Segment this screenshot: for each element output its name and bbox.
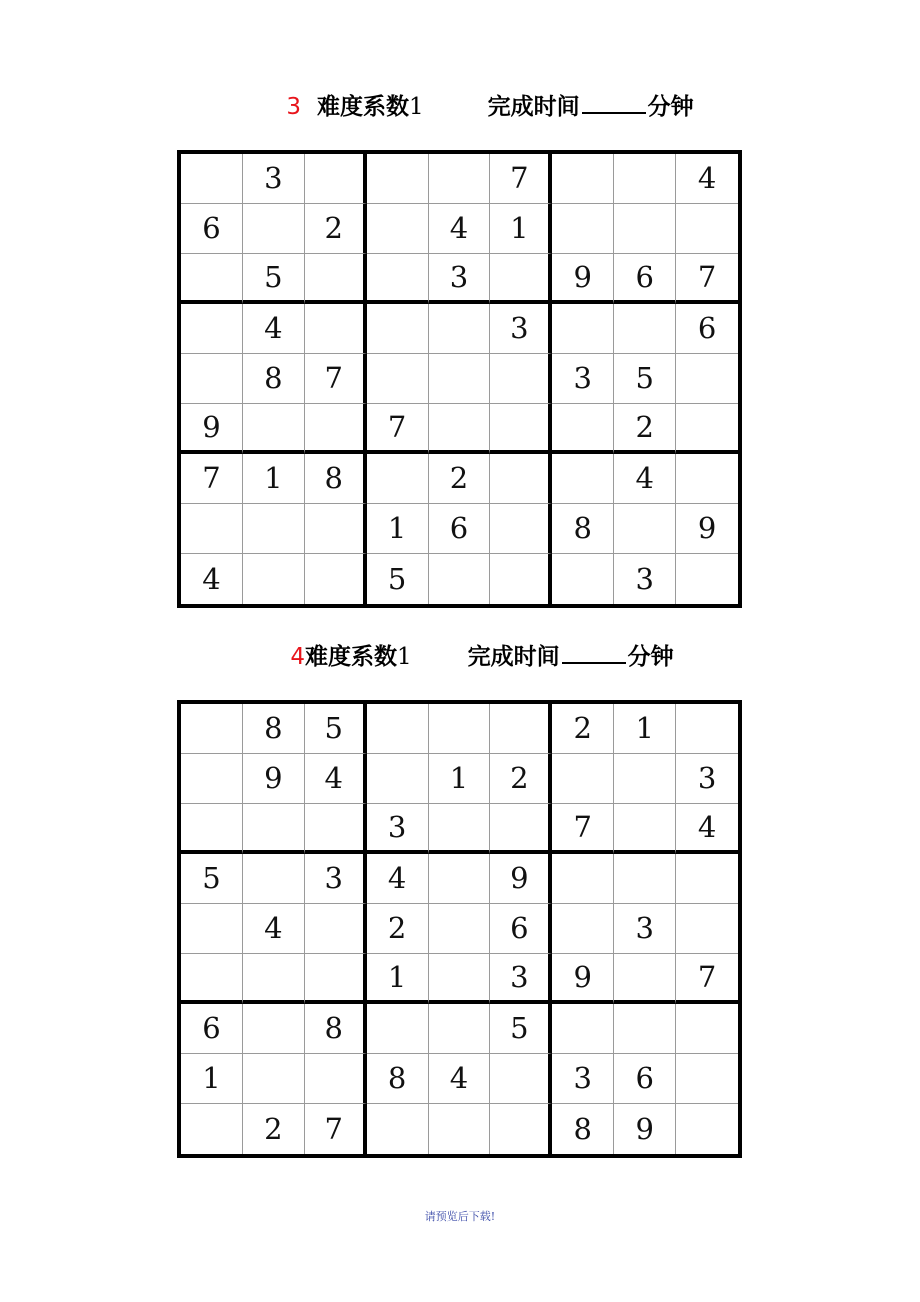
sudoku-cell[interactable] <box>181 254 243 304</box>
sudoku-cell: 8 <box>552 504 614 554</box>
puzzle-title <box>22 642 920 672</box>
sudoku-cell: 3 <box>676 754 738 804</box>
sudoku-cell[interactable] <box>552 854 614 904</box>
sudoku-cell[interactable] <box>490 254 552 304</box>
sudoku-cell[interactable] <box>367 454 429 504</box>
sudoku-cell[interactable] <box>243 1004 305 1054</box>
sudoku-cell[interactable] <box>367 354 429 404</box>
sudoku-cell: 1 <box>181 1054 243 1104</box>
sudoku-cell: 5 <box>490 1004 552 1054</box>
sudoku-cell[interactable] <box>552 454 614 504</box>
sudoku-cell: 6 <box>429 504 491 554</box>
sudoku-cell: 3 <box>305 854 367 904</box>
sudoku-cell[interactable] <box>305 154 367 204</box>
sudoku-cell: 7 <box>552 804 614 854</box>
sudoku-board <box>177 700 742 1158</box>
difficulty-label: 难度系数 <box>316 94 409 120</box>
sudoku-cell: 5 <box>181 854 243 904</box>
sudoku-cell[interactable] <box>367 204 429 254</box>
sudoku-cell[interactable] <box>181 354 243 404</box>
sudoku-cell[interactable] <box>367 254 429 304</box>
sudoku-cell: 8 <box>305 454 367 504</box>
sudoku-cell[interactable] <box>676 354 738 404</box>
sudoku-cell[interactable] <box>429 854 491 904</box>
sudoku-cell[interactable] <box>429 954 491 1004</box>
sudoku-cell[interactable] <box>367 704 429 754</box>
sudoku-board <box>177 150 742 608</box>
sudoku-cell: 6 <box>181 204 243 254</box>
sudoku-cell: 4 <box>305 754 367 804</box>
sudoku-cell[interactable] <box>429 304 491 354</box>
sudoku-cell[interactable] <box>490 354 552 404</box>
sudoku-cell[interactable] <box>490 404 552 454</box>
sudoku-cell[interactable] <box>181 304 243 354</box>
sudoku-cell: 7 <box>490 154 552 204</box>
sudoku-cell: 4 <box>429 1054 491 1104</box>
sudoku-cell[interactable] <box>614 304 676 354</box>
sudoku-cell: 2 <box>490 754 552 804</box>
sudoku-cell: 3 <box>552 354 614 404</box>
sudoku-cell: 3 <box>490 954 552 1004</box>
sudoku-cell[interactable] <box>676 404 738 454</box>
sudoku-cell[interactable] <box>181 804 243 854</box>
sudoku-cell: 3 <box>614 554 676 604</box>
sudoku-cell: 3 <box>367 804 429 854</box>
sudoku-cell: 3 <box>490 304 552 354</box>
sudoku-cell[interactable] <box>243 854 305 904</box>
sudoku-cell: 3 <box>429 254 491 304</box>
sudoku-cell: 1 <box>367 954 429 1004</box>
sudoku-cell: 2 <box>429 454 491 504</box>
sudoku-cell: 9 <box>676 504 738 554</box>
sudoku-cell: 6 <box>181 1004 243 1054</box>
sudoku-cell[interactable] <box>490 804 552 854</box>
sudoku-cell[interactable] <box>305 554 367 604</box>
sudoku-cell[interactable] <box>305 304 367 354</box>
sudoku-cell[interactable] <box>490 554 552 604</box>
sudoku-cell: 5 <box>305 704 367 754</box>
sudoku-cell[interactable] <box>552 754 614 804</box>
sudoku-cell[interactable] <box>676 1004 738 1054</box>
puzzle-number: 4 <box>290 644 305 670</box>
sudoku-cell[interactable] <box>305 804 367 854</box>
sudoku-cell[interactable] <box>243 204 305 254</box>
sudoku-cell[interactable] <box>243 1054 305 1104</box>
sudoku-cell[interactable] <box>305 404 367 454</box>
sudoku-cell[interactable] <box>552 304 614 354</box>
sudoku-cell[interactable] <box>676 204 738 254</box>
sudoku-cell[interactable] <box>243 954 305 1004</box>
time-unit: 分钟 <box>627 644 674 670</box>
sudoku-cell[interactable] <box>181 954 243 1004</box>
sudoku-cell[interactable] <box>305 1054 367 1104</box>
sudoku-cell[interactable] <box>490 454 552 504</box>
sudoku-cell[interactable] <box>552 1004 614 1054</box>
sudoku-cell[interactable] <box>552 554 614 604</box>
difficulty-value: 1 <box>408 94 424 120</box>
sudoku-cell[interactable] <box>367 1004 429 1054</box>
sudoku-cell[interactable] <box>429 404 491 454</box>
sudoku-cell: 9 <box>552 254 614 304</box>
sudoku-cell: 5 <box>367 554 429 604</box>
sudoku-cell: 8 <box>367 1054 429 1104</box>
sudoku-cell: 1 <box>243 454 305 504</box>
sudoku-cell[interactable] <box>429 804 491 854</box>
sudoku-cell: 1 <box>429 754 491 804</box>
sudoku-cell: 6 <box>614 1054 676 1104</box>
sudoku-cell: 8 <box>243 704 305 754</box>
sudoku-cell: 9 <box>490 854 552 904</box>
difficulty-label: 难度系数 <box>304 644 397 670</box>
difficulty-value: 1 <box>396 644 412 670</box>
sudoku-cell: 1 <box>614 704 676 754</box>
sudoku-cell: 4 <box>367 854 429 904</box>
sudoku-cell: 4 <box>676 804 738 854</box>
sudoku-cell[interactable] <box>552 154 614 204</box>
sudoku-cell: 6 <box>614 254 676 304</box>
sudoku-cell[interactable] <box>181 904 243 954</box>
sudoku-cell[interactable] <box>614 1004 676 1054</box>
sudoku-cell[interactable] <box>552 904 614 954</box>
sudoku-cell: 7 <box>367 404 429 454</box>
sudoku-cell[interactable] <box>614 154 676 204</box>
sudoku-cell[interactable] <box>614 504 676 554</box>
sudoku-cell: 4 <box>676 154 738 204</box>
sudoku-cell: 4 <box>614 454 676 504</box>
sudoku-cell: 2 <box>243 1104 305 1154</box>
sudoku-cell: 1 <box>490 204 552 254</box>
sudoku-cell: 9 <box>243 754 305 804</box>
sudoku-cell[interactable] <box>367 1104 429 1154</box>
time-label: 完成时间 <box>467 644 560 670</box>
sudoku-cell[interactable] <box>676 1054 738 1104</box>
sudoku-cell[interactable] <box>243 504 305 554</box>
sudoku-cell: 8 <box>552 1104 614 1154</box>
sudoku-cell[interactable] <box>676 1104 738 1154</box>
sudoku-cell[interactable] <box>305 254 367 304</box>
sudoku-cell: 3 <box>243 154 305 204</box>
sudoku-cell: 3 <box>552 1054 614 1104</box>
sudoku-cell[interactable] <box>490 1054 552 1104</box>
sudoku-cell[interactable] <box>181 504 243 554</box>
sudoku-cell[interactable] <box>676 554 738 604</box>
sudoku-cell[interactable] <box>181 754 243 804</box>
sudoku-cell[interactable] <box>676 454 738 504</box>
time-label: 完成时间 <box>487 94 580 120</box>
sudoku-cell: 1 <box>367 504 429 554</box>
sudoku-cell: 2 <box>367 904 429 954</box>
sudoku-cell[interactable] <box>429 354 491 404</box>
sudoku-cell[interactable] <box>429 904 491 954</box>
sudoku-cell[interactable] <box>181 1104 243 1154</box>
sudoku-cell[interactable] <box>305 904 367 954</box>
footer-note: 请预览后下载! <box>424 1210 496 1223</box>
sudoku-cell[interactable] <box>614 754 676 804</box>
puzzle-number: 3 <box>286 94 301 120</box>
time-blank[interactable] <box>562 642 626 664</box>
sudoku-cell[interactable] <box>429 1004 491 1054</box>
sudoku-cell: 8 <box>305 1004 367 1054</box>
sudoku-cell[interactable] <box>552 204 614 254</box>
sudoku-cell[interactable] <box>429 154 491 204</box>
sudoku-cell[interactable] <box>614 854 676 904</box>
sudoku-cell[interactable] <box>676 704 738 754</box>
sudoku-cell: 3 <box>614 904 676 954</box>
sudoku-cell: 5 <box>614 354 676 404</box>
sudoku-cell[interactable] <box>243 404 305 454</box>
sudoku-cell: 7 <box>305 354 367 404</box>
sudoku-cell: 9 <box>181 404 243 454</box>
sudoku-cell[interactable] <box>367 304 429 354</box>
sudoku-cell: 8 <box>243 354 305 404</box>
sudoku-cell[interactable] <box>429 704 491 754</box>
sudoku-cell: 4 <box>243 904 305 954</box>
sudoku-cell: 9 <box>552 954 614 1004</box>
sudoku-cell: 7 <box>676 954 738 1004</box>
sudoku-cell[interactable] <box>490 504 552 554</box>
sudoku-cell[interactable] <box>676 854 738 904</box>
sudoku-cell[interactable] <box>367 154 429 204</box>
time-unit: 分钟 <box>647 94 694 120</box>
time-blank[interactable] <box>582 92 646 114</box>
sudoku-cell[interactable] <box>614 954 676 1004</box>
puzzle-title <box>30 92 920 122</box>
sudoku-cell: 7 <box>676 254 738 304</box>
sudoku-cell: 4 <box>181 554 243 604</box>
sudoku-cell[interactable] <box>367 754 429 804</box>
sudoku-cell[interactable] <box>614 204 676 254</box>
sudoku-cell[interactable] <box>490 1104 552 1154</box>
sudoku-cell: 2 <box>305 204 367 254</box>
sudoku-cell[interactable] <box>305 504 367 554</box>
sudoku-cell: 5 <box>243 254 305 304</box>
sudoku-cell[interactable] <box>429 554 491 604</box>
sudoku-cell[interactable] <box>243 554 305 604</box>
sudoku-cell[interactable] <box>181 154 243 204</box>
sudoku-cell[interactable] <box>181 704 243 754</box>
sudoku-cell: 6 <box>490 904 552 954</box>
sudoku-cell: 9 <box>614 1104 676 1154</box>
sudoku-cell: 4 <box>243 304 305 354</box>
sudoku-cell: 7 <box>181 454 243 504</box>
sudoku-cell: 7 <box>305 1104 367 1154</box>
sudoku-cell[interactable] <box>676 904 738 954</box>
sudoku-cell[interactable] <box>243 804 305 854</box>
sudoku-cell[interactable] <box>305 954 367 1004</box>
sudoku-cell[interactable] <box>614 804 676 854</box>
sudoku-cell: 2 <box>614 404 676 454</box>
sudoku-cell: 6 <box>676 304 738 354</box>
sudoku-cell[interactable] <box>552 404 614 454</box>
sudoku-cell[interactable] <box>490 704 552 754</box>
sudoku-cell[interactable] <box>429 1104 491 1154</box>
sudoku-cell: 2 <box>552 704 614 754</box>
sudoku-cell: 4 <box>429 204 491 254</box>
